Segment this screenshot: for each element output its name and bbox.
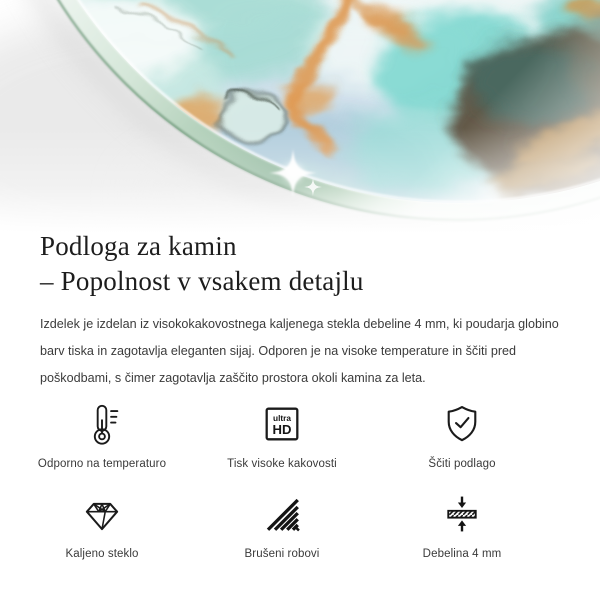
ultra-hd-icon (261, 403, 303, 445)
page-title (40, 229, 364, 299)
feature-temperature (12, 399, 192, 470)
diamond-icon (80, 492, 124, 536)
thickness-icon (440, 492, 484, 536)
thermometer-icon (79, 401, 125, 447)
feature-polished-edges (192, 489, 372, 560)
feature-tempered-glass (12, 489, 192, 560)
feature-thickness (372, 489, 552, 560)
feature-label: Debelina 4 mm (422, 548, 502, 560)
page-title-line1: Podloga za kamin (40, 231, 237, 261)
beveled-edges-icon (261, 493, 303, 535)
product-description: Izdelek je izdelan iz visokokakovostnega kaljenega stekla debeline 4 mm, ki poudarja globino barv tiska in zagotavlja eleganten sijaj. Odporen je na visoke temperature in ščiti pred poškodbami, s čimer zagotavlja zaščito prostora okoli kamina za leta. (40, 317, 559, 385)
feature-label: Brušeni robovi (244, 548, 320, 560)
feature-label: Ščiti podlago (428, 458, 496, 470)
page-title-line2: – Popolnost v vsakem detajlu (40, 266, 364, 296)
feature-protects-base (372, 399, 552, 470)
ultra-hd-text-bottom: HD (272, 422, 292, 438)
ultra-hd-text-top: ultra (273, 412, 291, 423)
feature-label: Tisk visoke kakovosti (227, 458, 337, 470)
feature-label: Kaljeno steklo (65, 548, 139, 560)
feature-grid (12, 399, 552, 560)
product-image (0, 0, 600, 245)
feature-print-quality (192, 399, 372, 470)
shield-check-icon (440, 402, 484, 446)
feature-label: Odporno na temperaturo (37, 458, 167, 470)
